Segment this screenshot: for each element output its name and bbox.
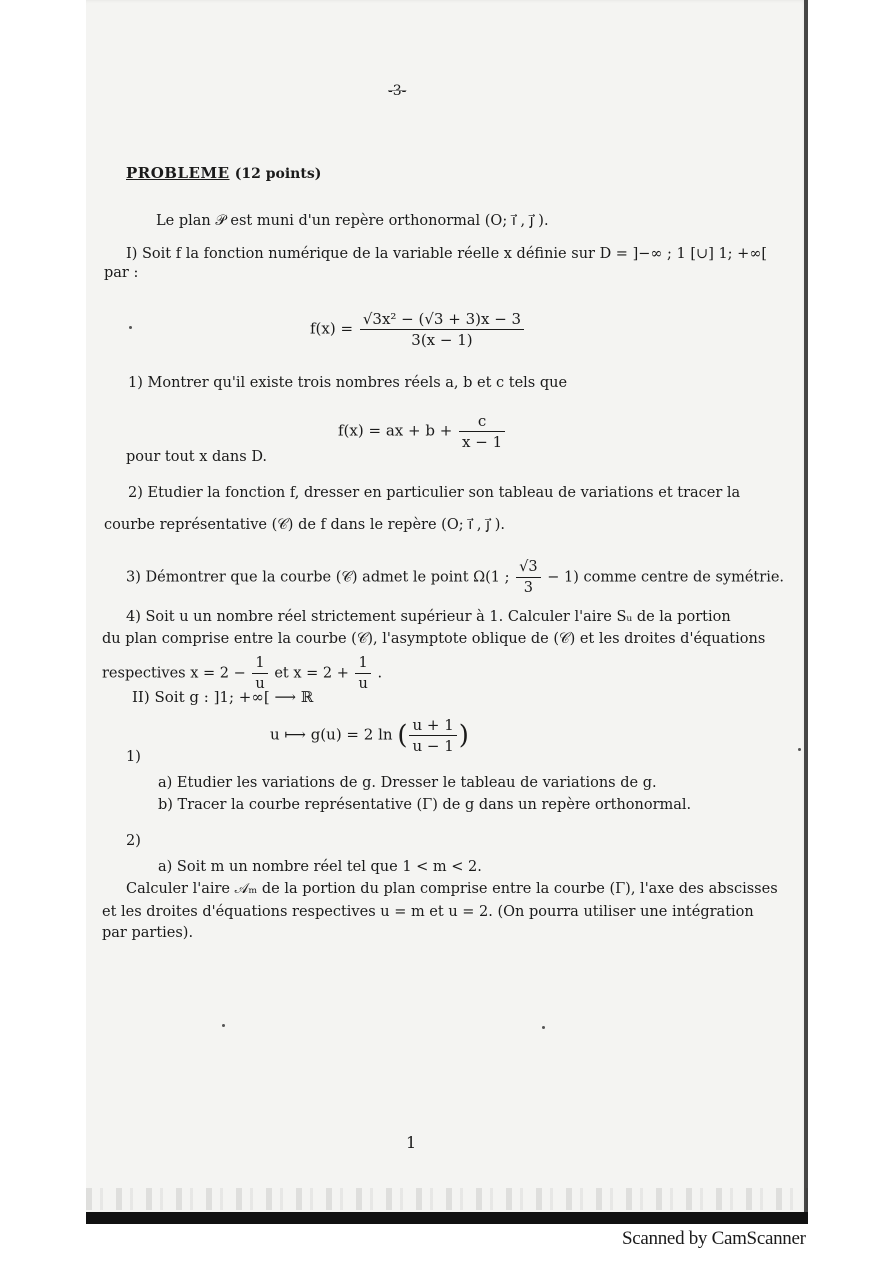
question-4-frac-b-den: u (358, 676, 368, 692)
problem-heading (126, 164, 321, 183)
page-number: -3- (388, 83, 407, 99)
heading-title: PROBLEME (126, 164, 230, 182)
question-4-line3-end: . (377, 665, 383, 682)
decomposition-fraction (459, 412, 505, 451)
intro-line: Le plan 𝒫 est muni d'un repère orthonormal (O; i⃗ , j⃗ ). (156, 213, 549, 229)
question-2-line2: courbe représentative (𝒞) de f dans le repère (O; i⃗ , j⃗ ). (104, 517, 505, 533)
part2-q1-b: b) Tracer la courbe représentative (Γ) de g dans un repère orthonormal. (158, 797, 692, 813)
part2-q1-a: a) Etudier les variations de g. Dresser le tableau de variations de g. (158, 775, 657, 791)
scan-speck (129, 326, 132, 329)
g-definition-lhs: u ⟼ g(u) = 2 ln (270, 725, 393, 744)
scan-speck (542, 1026, 545, 1029)
part2-q2-line1: Calculer l'aire 𝒜ₘ de la portion du plan comprise entre la courbe (Γ), l'axe des abscisses (126, 881, 778, 897)
formula-f-lhs: f(x) = (310, 319, 354, 338)
question-3-before: 3) Démontrer que la courbe (𝒞) admet le point Ω(1 ; (126, 569, 510, 586)
paper-edge (804, 0, 808, 1222)
formula-f-denominator: 3(x − 1) (411, 331, 473, 349)
g-paren-open: ( (397, 720, 408, 751)
decomposition-denominator: x − 1 (462, 433, 503, 451)
question-4-frac-b (355, 654, 370, 693)
scan-bottom-edge (86, 1212, 808, 1224)
g-paren-close: ) (458, 720, 469, 751)
g-numerator: u + 1 (409, 716, 456, 736)
question-1-after: pour tout x dans D. (126, 449, 268, 465)
g-denominator: u − 1 (412, 737, 454, 755)
g-definition-line1: II) Soit g : ]1; +∞[ ⟶ ℝ (132, 688, 314, 706)
question-4-frac-b-num: 1 (355, 654, 370, 674)
question-3-fraction (516, 558, 540, 597)
part1-line2: par : (104, 265, 139, 281)
question-4-frac-a-num: 1 (252, 654, 267, 674)
heading-points: (12 points) (234, 166, 322, 182)
part2-q2-line3: par parties). (102, 925, 194, 941)
scanner-watermark: Scanned by CamScanner (622, 1228, 806, 1249)
question-1-text: 1) Montrer qu'il existe trois nombres réels a, b et c tels que (128, 375, 568, 391)
formula-f-numerator: √3x² − (√3 + 3)x − 3 (360, 310, 524, 330)
question-4-line3-before: respectives x = 2 − (102, 665, 246, 682)
formula-f-fraction (360, 310, 524, 349)
part2-q2-line2: et les droites d'équations respectives u = m et u = 2. (On pourra utiliser une intégration (102, 904, 754, 920)
decomposition-lhs: f(x) = ax + b + (338, 421, 453, 440)
question-3-denominator: 3 (523, 580, 533, 596)
question-4-frac-a-den: u (255, 676, 265, 692)
decomposition-numerator: c (459, 412, 505, 432)
scan-speck (222, 1024, 225, 1027)
question-4-line2: du plan comprise entre la courbe (𝒞), l'asymptote oblique de (𝒞) et les droites d'équations (102, 631, 766, 647)
footer-mark: 1 (406, 1133, 417, 1152)
scan-speck (798, 748, 801, 751)
question-3 (126, 558, 784, 597)
formula-decomposition (338, 412, 507, 451)
question-3-after: − 1) comme centre de symétrie. (547, 569, 785, 586)
part1-line1: I) Soit f la fonction numérique de la variable réelle x définie sur D = ]−∞ ; 1 [∪] 1; +∞[ (126, 246, 768, 262)
question-2-line1: 2) Etudier la fonction f, dresser en particulier son tableau de variations et tracer la (128, 485, 741, 501)
g-definition-line2 (270, 716, 469, 755)
question-3-numerator: √3 (516, 558, 540, 578)
part2-q2-a: a) Soit m un nombre réel tel que 1 < m < 2. (158, 859, 482, 875)
scan-noise (86, 1188, 808, 1210)
formula-f (310, 310, 526, 349)
part2-q2-label: 2) (126, 833, 141, 849)
g-fraction (409, 716, 456, 755)
part2-q1-label: 1) (126, 749, 141, 765)
question-4-line1: 4) Soit u un nombre réel strictement supérieur à 1. Calculer l'aire Sᵤ de la portion (126, 609, 731, 625)
question-4-line3-mid: et x = 2 + (274, 665, 349, 682)
